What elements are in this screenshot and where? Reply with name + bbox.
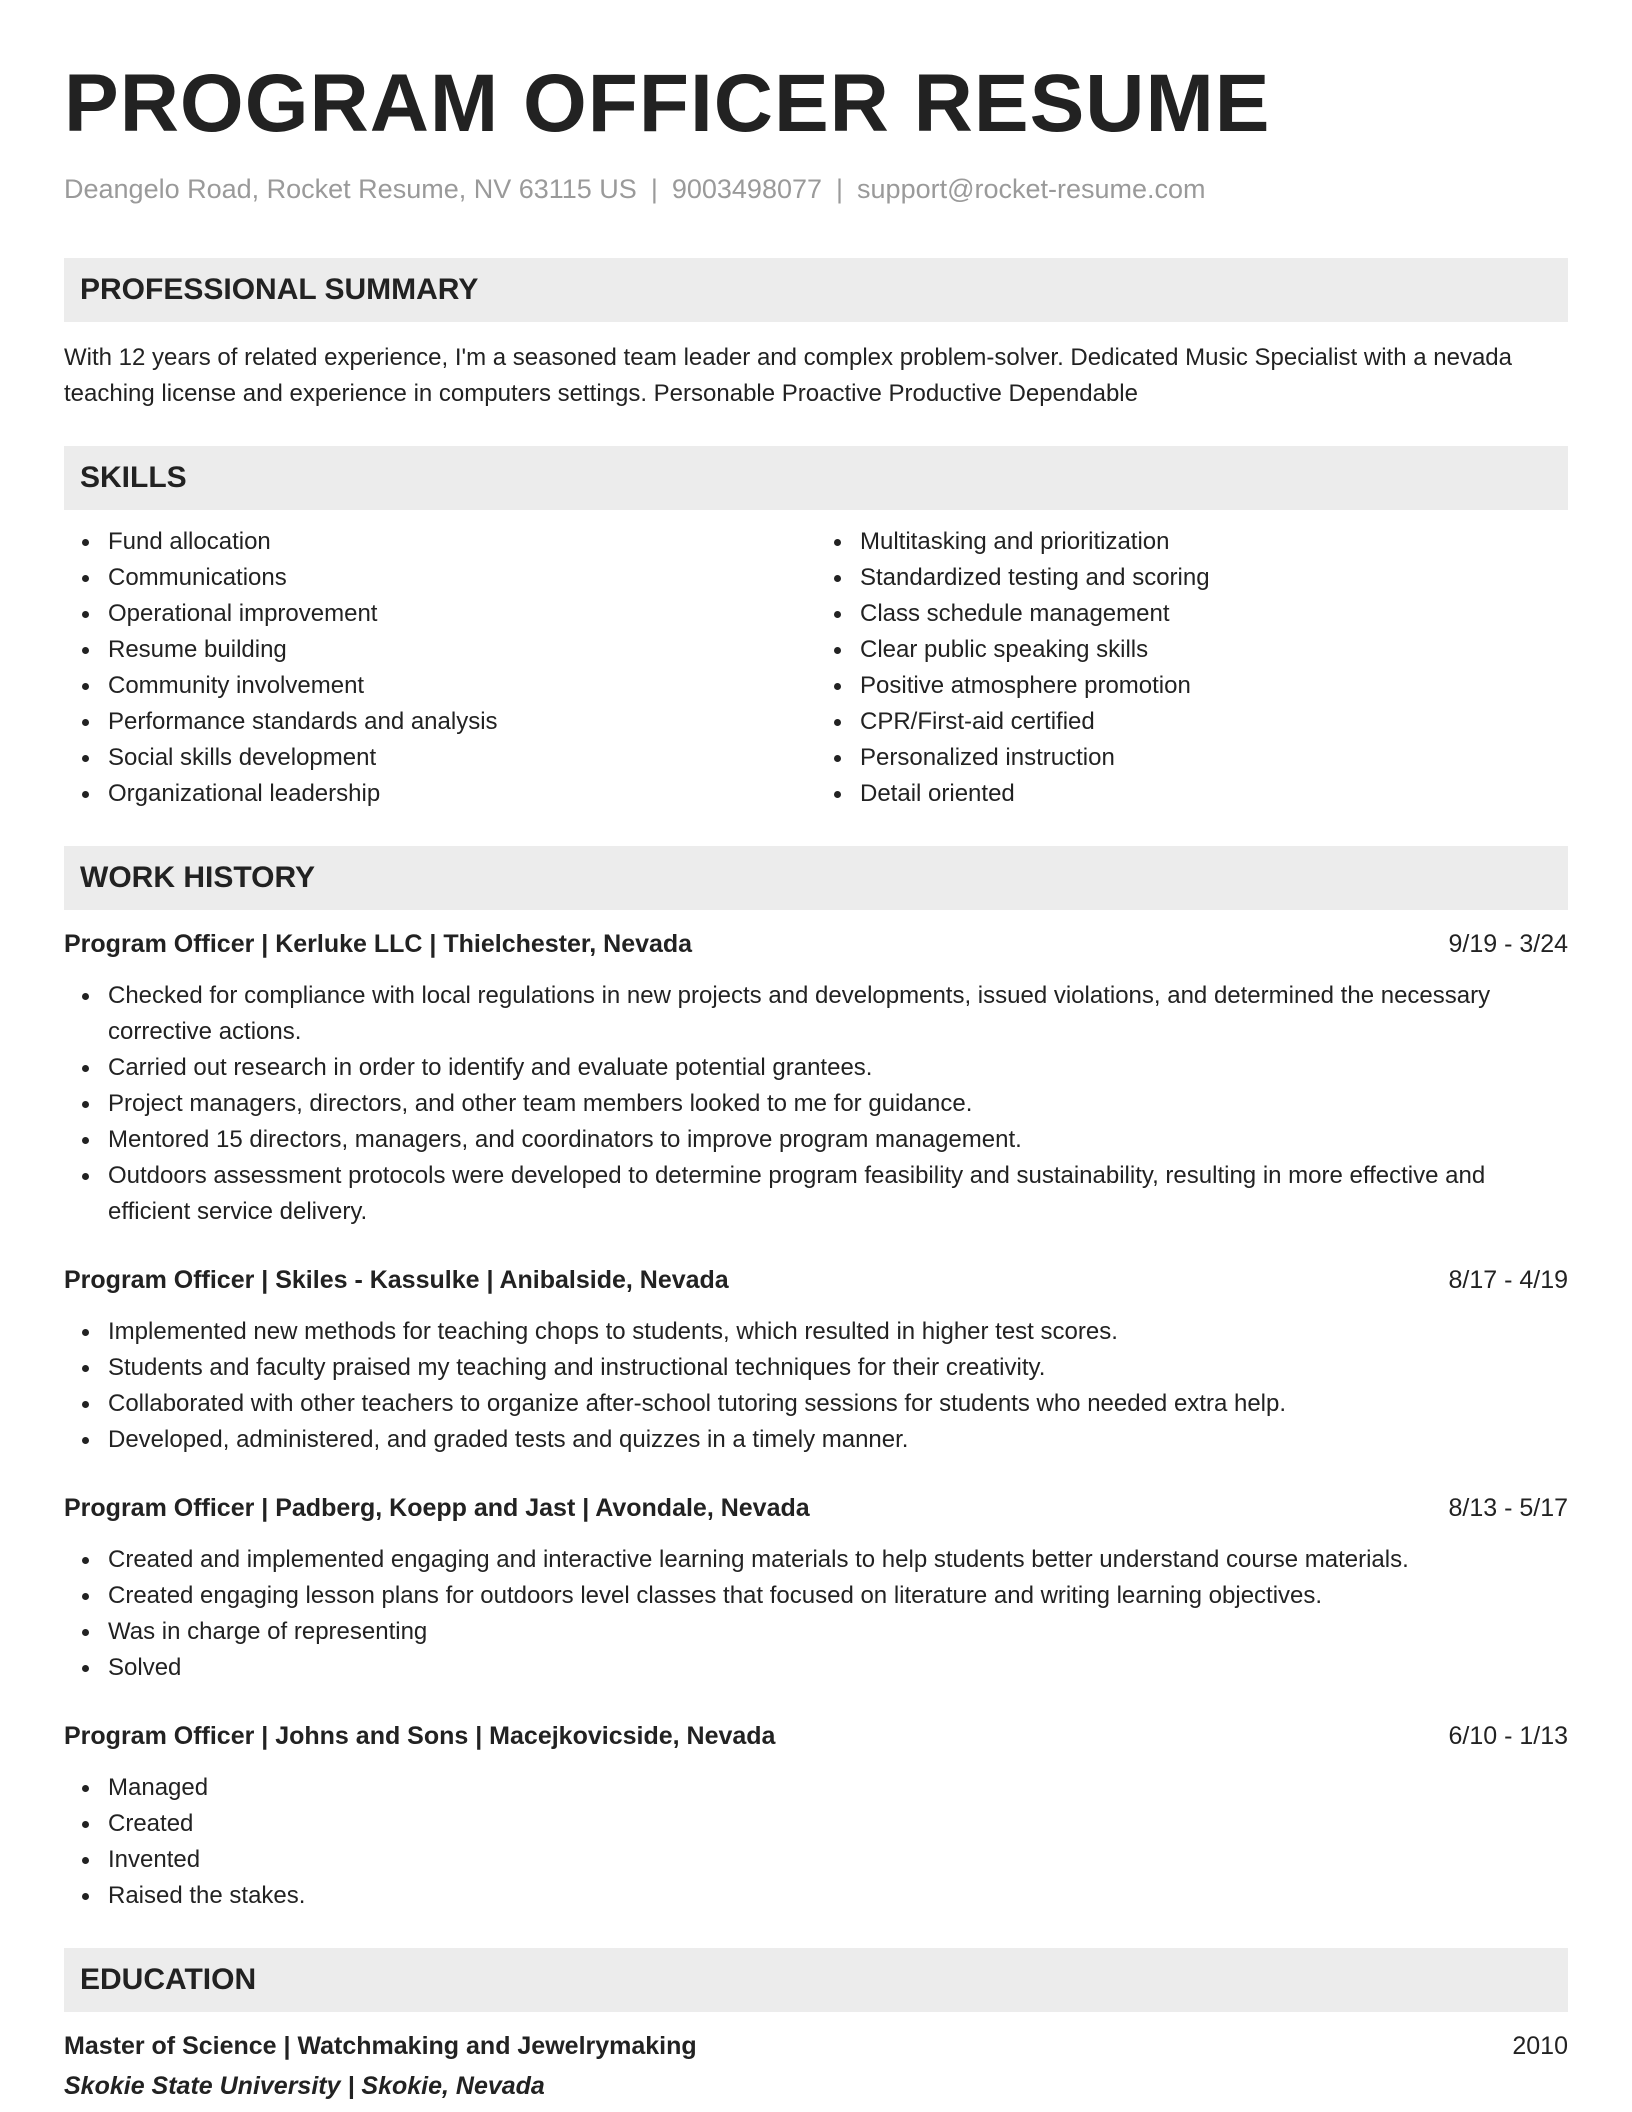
- job-bullet: Solved: [108, 1650, 1568, 1686]
- job-bullets: [64, 1542, 1568, 1686]
- skills-heading: SKILLS: [64, 446, 1568, 510]
- skill-item: CPR/First-aid certified: [860, 704, 1568, 740]
- job-bullets: [64, 1770, 1568, 1914]
- work-history-heading: WORK HISTORY: [64, 846, 1568, 910]
- job-header: [64, 1490, 1568, 1526]
- job-bullets: [64, 978, 1568, 1230]
- skills-column-left: [64, 524, 816, 812]
- job-header: [64, 926, 1568, 962]
- job-header: [64, 1718, 1568, 1754]
- contact-line: [64, 172, 1568, 206]
- job-bullet: Collaborated with other teachers to organize after-school tutoring sessions for students who needed extra help.: [108, 1386, 1568, 1422]
- skill-item: Community involvement: [108, 668, 816, 704]
- resume-title: PROGRAM OFFICER RESUME: [64, 58, 1271, 149]
- contact-address: Deangelo Road, Rocket Resume, NV 63115 US: [64, 174, 637, 204]
- job-bullet: Mentored 15 directors, managers, and coordinators to improve program management.: [108, 1122, 1568, 1158]
- job-bullet: Raised the stakes.: [108, 1878, 1568, 1914]
- job-bullet: Students and faculty praised my teaching and instructional techniques for their creativity.: [108, 1350, 1568, 1386]
- skill-item: Detail oriented: [860, 776, 1568, 812]
- job-bullet: Created engaging lesson plans for outdoors level classes that focused on literature and writing learning objectives.: [108, 1578, 1568, 1614]
- skill-item: Personalized instruction: [860, 740, 1568, 776]
- job-title: Program Officer | Skiles - Kassulke | Anibalside, Nevada: [64, 1266, 729, 1294]
- skill-item: Fund allocation: [108, 524, 816, 560]
- skill-item: Communications: [108, 560, 816, 596]
- education-year: 2010: [1512, 2032, 1568, 2060]
- skill-item: Positive atmosphere promotion: [860, 668, 1568, 704]
- education-heading: EDUCATION: [64, 1948, 1568, 2012]
- job-bullet: Project managers, directors, and other team members looked to me for guidance.: [108, 1086, 1568, 1122]
- skill-item: Clear public speaking skills: [860, 632, 1568, 668]
- skill-item: Performance standards and analysis: [108, 704, 816, 740]
- skills-grid: [64, 524, 1568, 812]
- job-entry: [64, 926, 1568, 1230]
- job-entry: [64, 1262, 1568, 1458]
- skill-item: Standardized testing and scoring: [860, 560, 1568, 596]
- job-entry: [64, 1718, 1568, 1914]
- education-header: [64, 2028, 1568, 2064]
- job-header: [64, 1262, 1568, 1298]
- contact-separator: |: [650, 174, 658, 204]
- skills-column-right: [816, 524, 1568, 812]
- job-bullet: Created and implemented engaging and interactive learning materials to help students better understand course materials.: [108, 1542, 1568, 1578]
- contact-email: support@rocket-resume.com: [857, 174, 1206, 204]
- job-bullet: Managed: [108, 1770, 1568, 1806]
- job-title: Program Officer | Kerluke LLC | Thielchester, Nevada: [64, 930, 693, 958]
- job-bullet: Outdoors assessment protocols were developed to determine program feasibility and sustainability, resulting in more effective and efficient service delivery.: [108, 1158, 1568, 1230]
- job-title: Program Officer | Johns and Sons | Macejkovicside, Nevada: [64, 1722, 776, 1750]
- job-bullet: Developed, administered, and graded tests and quizzes in a timely manner.: [108, 1422, 1568, 1458]
- skill-item: Resume building: [108, 632, 816, 668]
- job-bullet: Implemented new methods for teaching chops to students, which resulted in higher test scores.: [108, 1314, 1568, 1350]
- job-bullet: Invented: [108, 1842, 1568, 1878]
- job-title: Program Officer | Padberg, Koepp and Jast | Avondale, Nevada: [64, 1494, 810, 1522]
- summary-heading: PROFESSIONAL SUMMARY: [64, 258, 1568, 322]
- job-bullet: Created: [108, 1806, 1568, 1842]
- job-bullets: [64, 1314, 1568, 1458]
- skill-item: Social skills development: [108, 740, 816, 776]
- education-school: Skokie State University | Skokie, Nevada: [64, 2072, 545, 2100]
- job-bullet: Carried out research in order to identify and evaluate potential grantees.: [108, 1050, 1568, 1086]
- skill-item: Operational improvement: [108, 596, 816, 632]
- job-bullet: Was in charge of representing: [108, 1614, 1568, 1650]
- job-entry: [64, 1490, 1568, 1686]
- contact-phone: 9003498077: [671, 174, 823, 204]
- job-date: 8/13 - 5/17: [1448, 1494, 1568, 1522]
- job-bullet: Checked for compliance with local regulations in new projects and developments, issued violations, and determined the necessary corrective actions.: [108, 978, 1568, 1050]
- job-date: 8/17 - 4/19: [1448, 1266, 1568, 1294]
- skill-item: Organizational leadership: [108, 776, 816, 812]
- skill-item: Multitasking and prioritization: [860, 524, 1568, 560]
- summary-text: With 12 years of related experience, I'm a seasoned team leader and complex problem-solver. Dedicated Music Specialist with a nevada teaching license and experience in computers settings. Personable Proactive Productive Dependable: [64, 344, 1512, 407]
- skill-item: Class schedule management: [860, 596, 1568, 632]
- job-date: 9/19 - 3/24: [1448, 930, 1568, 958]
- job-date: 6/10 - 1/13: [1448, 1722, 1568, 1750]
- contact-separator: |: [836, 174, 844, 204]
- education-degree: Master of Science | Watchmaking and Jewelrymaking: [64, 2032, 697, 2060]
